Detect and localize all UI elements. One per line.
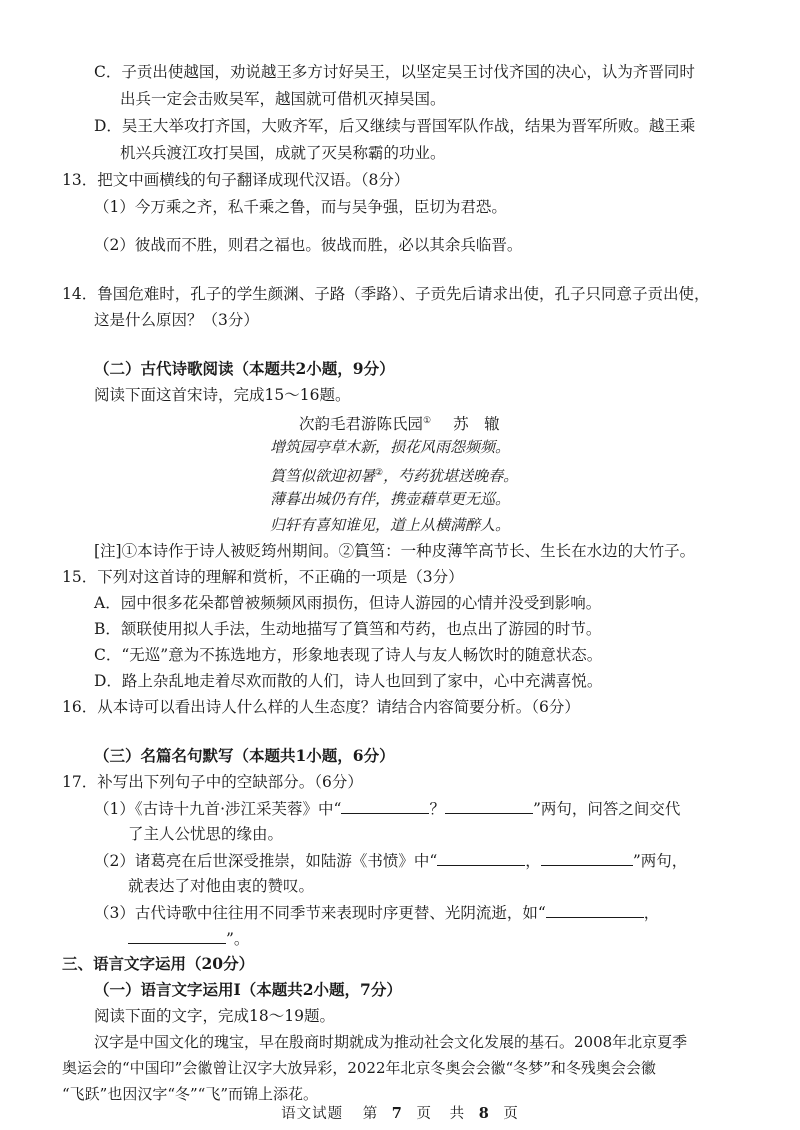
passage-line-2: 奥运会的“中国印”会徽曾让汉字大放异彩，2022年北京冬奥会会徽“冬梦”和冬残奥会会徽	[62, 1059, 656, 1077]
question-14-line1: 14．鲁国危难时，孔子的学生颜渊、子路（季路）、子贡先后请求出使，孔子只同意子贡出使，	[62, 285, 710, 303]
question-15-option-a: A．园中很多花朵都曾被频频风雨损伤，但诗人游园的心情并没受到影响。	[94, 594, 602, 612]
option-d-line1: D．吴王大举攻打齐国，大败齐军，后又继续与晋国军队作战，结果为晋军所败。越王乘	[94, 117, 696, 135]
question-17-item-3-line2: ”。	[128, 927, 249, 950]
answer-blank	[541, 849, 633, 866]
part-3-heading: 三、语言文字运用（20分）	[62, 954, 255, 973]
footer-total-pages: 8	[478, 1105, 490, 1122]
section-2-intro: 阅读下面这首宋诗，完成15～16题。	[94, 386, 351, 404]
poem-title: 次韵毛君游陈氏园① 苏 辙	[299, 415, 500, 434]
footer-page-number: 7	[391, 1105, 403, 1122]
question-17-item-2-line1: （2）诸葛亮在后世深受推崇，如陆游《书愤》中“ ， ”两句，	[94, 849, 687, 872]
question-15-option-c: C．“无巡”意为不拣选地方，形象地表现了诗人与友人畅饮时的随意状态。	[94, 646, 603, 664]
option-c-line1: C．子贡出使越国，劝说越王多方讨好吴王，以坚定吴王讨伐齐国的决心，认为齐晋同时	[94, 63, 695, 81]
answer-blank	[437, 849, 525, 866]
poem-line-2: 篔筜似欲迎初暑②，芍药犹堪送晚春。	[270, 467, 519, 485]
question-14-line2: 这是什么原因？（3分）	[94, 311, 259, 329]
option-c-line2: 出兵一定会击败吴军，越国就可借机灭掉吴国。	[120, 90, 446, 108]
poem-line-3: 薄暮出城仍有伴，携壶藉草更无巡。	[270, 490, 511, 508]
question-13-item-2: （2）彼战而不胜，则君之福也。彼战而胜，必以其余兵临晋。	[94, 236, 523, 254]
question-13-item-1: （1）今万乘之齐，私千乘之鲁，而与吴争强，臣切为君恐。	[94, 198, 507, 216]
section-3-heading: （三）名篇名句默写（本题共1小题，6分）	[94, 746, 395, 765]
question-15-option-b: B．颔联使用拟人手法，生动地描写了篔筜和芍药，也点出了游园的时节。	[94, 620, 602, 638]
question-17-item-3-line1: （3）古代诗歌中往往用不同季节来表现时序更替、光阴流逝，如“ ，	[94, 901, 659, 924]
question-15-option-d: D．路上杂乱地走着尽欢而散的人们，诗人也回到了家中，心中充满喜悦。	[94, 672, 603, 690]
footer-subject: 语文试题	[281, 1106, 344, 1122]
option-d-line2: 机兴兵渡江攻打吴国，成就了灭吴称霸的功业。	[120, 144, 446, 162]
page-footer: 语文试题 第 7 页 共 8 页	[281, 1105, 519, 1122]
passage-line-1: 汉字是中国文化的瑰宝，早在殷商时期就成为推动社会文化发展的基石。2008年北京夏季	[94, 1033, 688, 1051]
question-17-item-1-line2: 了主人公忧思的缘由。	[128, 825, 284, 843]
answer-blank	[341, 797, 429, 814]
section-3-1-intro: 阅读下面的文字，完成18～19题。	[94, 1007, 335, 1025]
poem-line-1: 增筑园亭草木新，损花风雨怨频频。	[270, 438, 511, 456]
question-13: 13．把文中画横线的句子翻译成现代汉语。（8分）	[62, 171, 410, 189]
section-3-1-heading: （一）语言文字运用Ⅰ（本题共2小题，7分）	[94, 980, 402, 999]
poem-author: 苏 辙	[453, 415, 500, 434]
question-17-item-2-line2: 就表达了对他由衷的赞叹。	[128, 877, 315, 895]
question-17: 17．补写出下列句子中的空缺部分。（6分）	[62, 773, 363, 791]
question-17-item-1-line1: （1）《古诗十九首·涉江采芙蓉》中“ ？ ”两句，问答之间交代	[94, 797, 680, 820]
answer-blank	[445, 797, 533, 814]
answer-blank	[128, 927, 226, 944]
question-16: 16．从本诗可以看出诗人什么样的人生态度？请结合内容简要分析。（6分）	[62, 698, 580, 716]
question-15: 15．下列对这首诗的理解和赏析，不正确的一项是（3分）	[62, 568, 464, 586]
poem-note: [注]①本诗作于诗人被贬筠州期间。②篔筜：一种皮薄竿高节长、生长在水边的大竹子。	[94, 542, 696, 560]
answer-blank	[546, 901, 644, 918]
passage-line-3: “飞跃”也因汉字“冬”“飞”而锦上添花。	[62, 1085, 319, 1103]
poem-line-4: 归轩有喜知谁见，道上从横满醉人。	[270, 516, 511, 534]
section-2-heading: （二）古代诗歌阅读（本题共2小题，9分）	[94, 359, 395, 378]
